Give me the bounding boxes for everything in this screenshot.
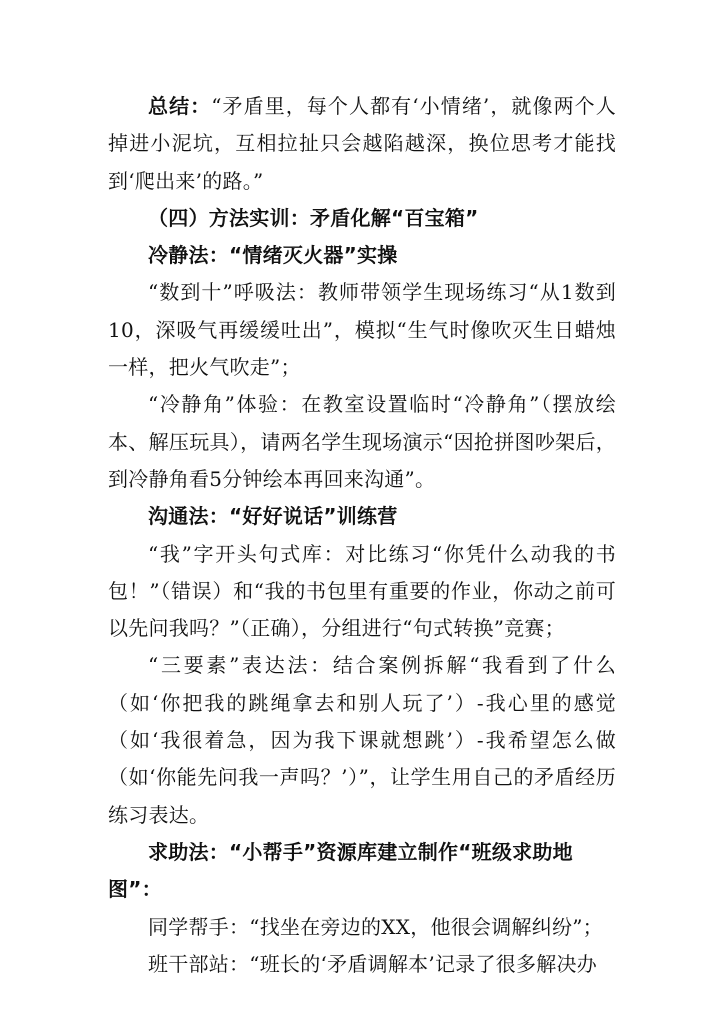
calm-method-item-breathing: “数到十”呼吸法：教师带领学生现场练习“从1数到10，深吸气再缓缓吐出”，模拟“生气时像吹灭生日蜡烛一样，把火气吹走”； — [108, 280, 616, 380]
help-method-heading: 求助法：“小帮手”资源库建立制作“班级求助地图”： — [108, 839, 573, 902]
summary-paragraph — [108, 88, 616, 200]
communication-method-heading: 沟通法：“好好说话”训练营 — [148, 504, 398, 529]
help-method-item-classmate: 同学帮手：“找坐在旁边的XX，他很会调解纠纷”； — [148, 914, 603, 939]
document-page — [108, 88, 616, 983]
calm-method-heading: 冷静法：“情绪灭火器”实操 — [148, 243, 398, 268]
communication-method-item-i-statements: “我”字开头句式库：对比练习“你凭什么动我的书包！”（错误）和“我的书包里有重要的作业，你动之前可以先问我吗？”（正确），分组进行“句式转换”竞赛； — [108, 541, 616, 641]
summary-text: “矛盾里，每个人都有‘小情绪’，就像两个人掉进小泥坑，互相拉扯只会越陷越深，换位思考才能找到‘爬出来’的路。” — [108, 94, 616, 193]
help-method-item-class-cadre: 班干部站：“班长的‘矛盾调解本’记录了很多解决办 — [148, 951, 597, 976]
summary-label: 总结： — [148, 94, 212, 118]
section-heading: （四）方法实训：矛盾化解“百宝箱” — [148, 205, 479, 230]
calm-method-item-calm-corner: “冷静角”体验：在教室设置临时“冷静角”（摆放绘本、解压玩具），请两名学生现场演示“因抢拼图吵架后，到冷静角看5分钟绘本再回来沟通”。 — [108, 392, 616, 491]
communication-method-item-three-elements: “三要素”表达法：结合案例拆解“我看到了什么（如‘你把我的跳绳拿去和别人玩了’）-我心里的感觉（如‘我很着急，因为我下课就想跳’）-我希望怎么做（如‘你能先问我一声吗？’）”，让学生用自己的矛盾经历练习表达。 — [108, 653, 616, 827]
